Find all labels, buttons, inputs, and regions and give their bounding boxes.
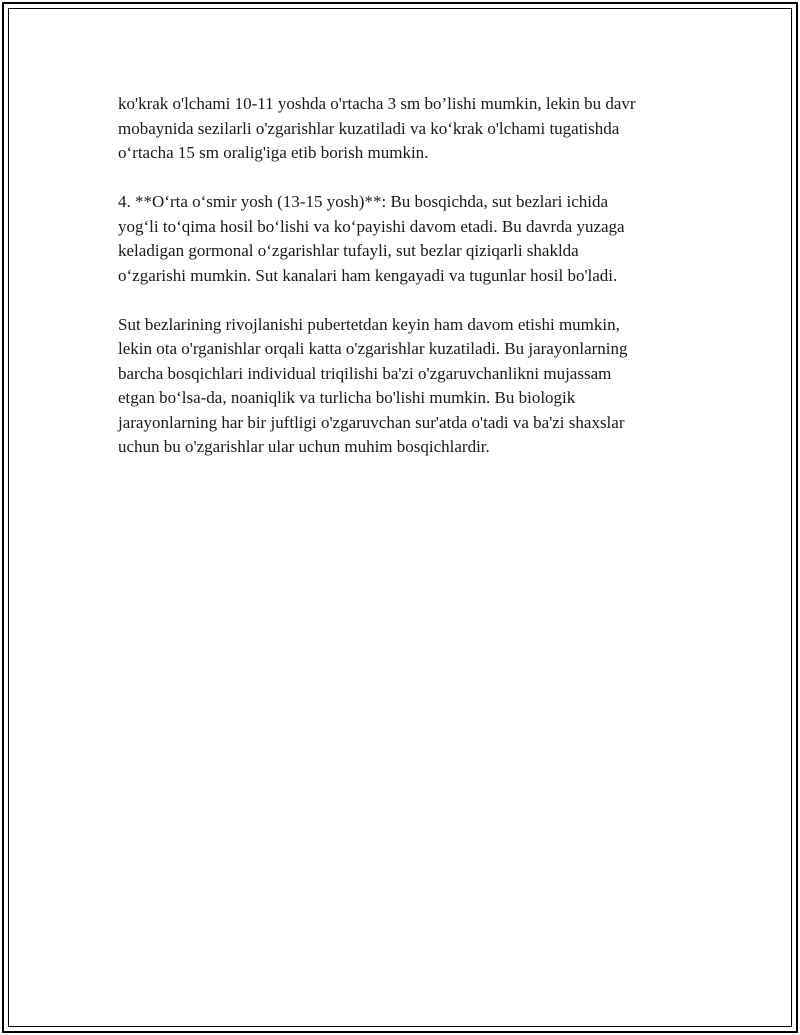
- text-line: Sut bezlarining rivojlanishi pubertetdan keyin ham davom etishi mumkin,: [118, 314, 620, 334]
- text-line: jarayonlarning har bir juftligi o'zgaruvchan sur'atda o'tadi va ba'zi shaxslar: [118, 412, 625, 432]
- paragraph-3: [118, 313, 718, 460]
- text-line: mobaynida sezilarli o'zgarishlar kuzatiladi va ko‘krak o'lchami tugatishda: [118, 118, 620, 138]
- text-line: barcha bosqichlari individual triqilishi ba'zi o'zgaruvchanlikni mujassam: [118, 363, 612, 383]
- text-line: yog‘li to‘qima hosil bo‘lishi va ko‘payishi davom etadi. Bu davrda yuzaga: [118, 216, 625, 236]
- text-line: lekin ota o'rganishlar orqali katta o'zgarishlar kuzatiladi. Bu jarayonlarning: [118, 339, 628, 358]
- text-line: o‘rtacha 15 sm oralig'iga etib borish mumkin.: [118, 143, 429, 162]
- document-body: [118, 92, 718, 484]
- text-line: uchun bu o'zgarishlar ular uchun muhim bosqichlardir.: [118, 437, 490, 456]
- text-line: keladigan gormonal o‘zgarishlar tufayli, sut bezlar qiziqarli shaklda: [118, 241, 579, 260]
- text-line: o‘zgarishi mumkin. Sut kanalari ham kengayadi va tugunlar hosil bo'ladi.: [118, 265, 618, 285]
- paragraph-1: [118, 92, 718, 166]
- paragraph-2: [118, 190, 718, 288]
- text-line: ko'krak o'lchami 10-11 yoshda o'rtacha 3 sm bo’lishi mumkin, lekin bu davr: [118, 94, 636, 113]
- text-line: 4. **O‘rta o‘smir yosh (13-15 yosh)**: Bu bosqichda, sut bezlari ichida: [118, 192, 609, 211]
- text-line: etgan bo‘lsa-da, noaniqlik va turlicha bo'lishi mumkin. Bu biologik: [118, 388, 576, 407]
